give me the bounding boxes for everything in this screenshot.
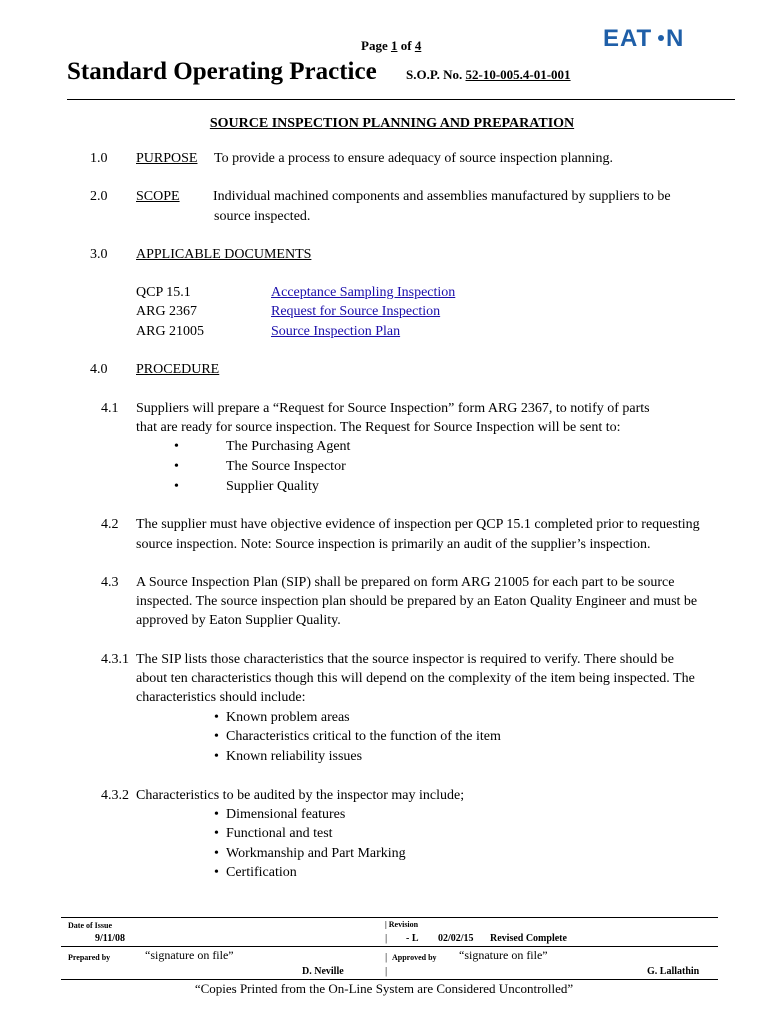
list-item: Workmanship and Part Marking	[226, 846, 406, 861]
list-item: Dimensional features	[226, 807, 346, 822]
bullet-icon: •	[214, 710, 219, 725]
para-4-3-1-line1: The SIP lists those characteristics that the source inspector is required to verify. There should be	[136, 652, 674, 667]
list-item: The Source Inspector	[226, 459, 346, 474]
svg-text:EAT: EAT	[603, 25, 653, 49]
header-divider	[67, 99, 735, 100]
para-4-1-line2: that are ready for source inspection. The Request for Source Inspection will be sent to:	[136, 420, 621, 435]
section-1-text: To provide a process to ensure adequacy of source inspection planning.	[214, 151, 614, 166]
svg-text:N: N	[666, 25, 684, 49]
para-4-3-2-line1: Characteristics to be audited by the inspector may include;	[136, 788, 465, 803]
para-4-2-line1: The supplier must have objective evidence of inspection per QCP 15.1 completed prior to requesting	[136, 517, 700, 532]
section-2-text-line2: source inspected.	[214, 209, 311, 224]
doc-code: ARG 21005	[136, 324, 205, 339]
list-item: Known problem areas	[226, 710, 350, 725]
approved-by-label: Approved by	[392, 953, 437, 962]
para-4-3-line2: inspected. The source inspection plan should be prepared by an Eaton Quality Engineer and must be	[136, 594, 698, 609]
para-4-3-1-line3: characteristics should include:	[136, 690, 306, 705]
list-item: The Purchasing Agent	[226, 439, 351, 454]
doc-code: QCP 15.1	[136, 285, 191, 300]
approved-by-name: G. Lallathin	[647, 966, 700, 977]
section-1-label: PURPOSE	[136, 151, 198, 166]
footer-top-rule	[61, 917, 718, 918]
footer-mid-rule	[61, 946, 718, 947]
sop-number	[406, 67, 571, 83]
document-title: SOURCE INSPECTION PLANNING AND PREPARATION	[209, 116, 575, 131]
prepared-by-name: D. Neville	[302, 966, 344, 977]
para-4-1-number: 4.1	[101, 401, 119, 416]
revision-bar: |	[385, 932, 388, 944]
revision-label-text: | Revision	[385, 920, 419, 929]
revision-description: Revised Complete	[490, 933, 567, 944]
sop-value: 52-10-005.4-01-001	[465, 67, 571, 82]
list-item: Supplier Quality	[226, 479, 319, 494]
bullet-icon: •	[174, 479, 179, 494]
para-4-3-line3: approved by Eaton Supplier Quality.	[136, 613, 341, 628]
approved-bar: |	[385, 951, 388, 963]
page-total: 4	[414, 38, 422, 53]
acceptance-sampling-link[interactable]: Acceptance Sampling Inspection	[271, 285, 456, 300]
para-4-2-line2: source inspection. Note: Source inspection is primarily an audit of the supplier’s inspection.	[136, 537, 651, 552]
source-inspection-plan-link[interactable]: Source Inspection Plan	[271, 324, 401, 339]
page-of: of	[400, 38, 412, 53]
para-4-2-number: 4.2	[101, 517, 119, 532]
list-item: Functional and test	[226, 826, 333, 841]
bullet-icon: •	[174, 459, 179, 474]
list-item: Characteristics critical to the function of the item	[226, 729, 501, 744]
para-4-1-line1: Suppliers will prepare a “Request for Source Inspection” form ARG 2367, to notify of parts	[136, 401, 650, 416]
prepared-by-label: Prepared by	[68, 953, 111, 962]
sop-label: S.O.P. No.	[406, 67, 463, 82]
bullet-icon: •	[174, 439, 179, 454]
para-4-3-number: 4.3	[101, 575, 119, 590]
section-3-label: APPLICABLE DOCUMENTS	[136, 247, 312, 262]
bullet-icon: •	[214, 826, 219, 841]
doc-code: ARG 2367	[136, 304, 198, 319]
approved-bar-lower: |	[385, 965, 388, 977]
prepared-by-signature: “signature on file”	[145, 948, 234, 962]
footer-bottom-rule	[61, 979, 718, 980]
approved-by-signature: “signature on file”	[459, 948, 548, 962]
para-4-3-1-line2: about ten characteristics though this will depend on the complexity of the item being inspected. The	[136, 671, 695, 686]
bullet-icon: •	[214, 846, 219, 861]
date-of-issue-value: 9/11/08	[95, 933, 126, 944]
uncontrolled-copy-notice: “Copies Printed from the On-Line System are Considered Uncontrolled”	[194, 981, 574, 996]
revision-label	[385, 920, 418, 929]
date-of-issue-label: Date of Issue	[68, 921, 112, 930]
request-source-inspection-link[interactable]: Request for Source Inspection	[271, 304, 441, 319]
page-number: 1	[390, 38, 398, 53]
section-3-number: 3.0	[90, 247, 108, 262]
para-4-3-line1: A Source Inspection Plan (SIP) shall be prepared on form ARG 21005 for each part to be source	[136, 575, 675, 590]
section-1-number: 1.0	[90, 151, 108, 166]
section-2-text-line1: Individual machined components and assemblies manufactured by suppliers to be	[213, 189, 671, 204]
para-4-3-1-number: 4.3.1	[101, 652, 129, 667]
section-4-number: 4.0	[90, 362, 108, 377]
list-item: Certification	[226, 865, 297, 880]
section-2-number: 2.0	[90, 189, 108, 204]
bullet-icon: •	[214, 865, 219, 880]
para-4-3-2-number: 4.3.2	[101, 788, 129, 803]
page-word: Page	[361, 38, 388, 53]
eaton-logo	[603, 25, 693, 49]
page-title: Standard Operating Practice	[67, 58, 377, 85]
bullet-icon: •	[214, 729, 219, 744]
page-indicator	[361, 38, 421, 54]
bullet-icon: •	[214, 749, 219, 764]
revision-letter: - L	[406, 933, 419, 944]
section-2-label: SCOPE	[136, 189, 180, 204]
list-item: Known reliability issues	[226, 749, 363, 764]
revision-date: 02/02/15	[438, 933, 474, 944]
bullet-icon: •	[214, 807, 219, 822]
section-4-label: PROCEDURE	[136, 362, 220, 377]
